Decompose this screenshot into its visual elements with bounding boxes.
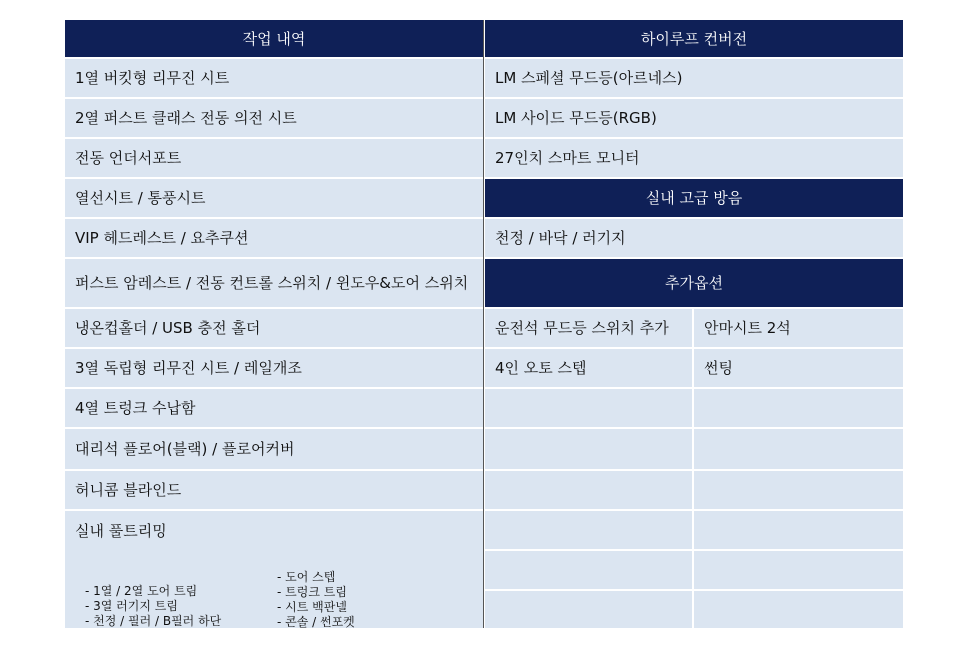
trim-item: - 트렁크 트림 (277, 585, 347, 599)
left-row: 퍼스트 암레스트 / 전동 컨트롤 스위치 / 윈도우&도어 스위치 (65, 259, 483, 307)
left-row: 4열 트렁크 수납함 (65, 389, 483, 427)
empty-cell (485, 429, 692, 469)
option-cell: 안마시트 2석 (694, 309, 903, 347)
right-row: LM 사이드 무드등(RGB) (485, 99, 903, 137)
left-row: 2열 퍼스트 클래스 전동 의전 시트 (65, 99, 483, 137)
left-row: 전동 언더서포트 (65, 139, 483, 177)
trim-list-left (85, 584, 221, 629)
options-header: 추가옵션 (485, 259, 903, 307)
right-header: 하이루프 컨버전 (485, 20, 903, 57)
empty-cell (694, 591, 903, 628)
empty-cell (485, 511, 692, 549)
option-cell: 4인 오토 스텝 (485, 349, 692, 387)
option-cell: 썬팅 (694, 349, 903, 387)
left-row: 1열 버킷형 리무진 시트 (65, 59, 483, 97)
trim-item: - 콘솔 / 썬포켓 (277, 615, 355, 629)
left-row: 냉온컵홀더 / USB 충전 홀더 (65, 309, 483, 347)
trim-cell (65, 511, 483, 628)
empty-cell (485, 389, 692, 427)
interior-row: 천정 / 바닥 / 러기지 (485, 219, 903, 257)
left-row: 대리석 플로어(블랙) / 플로어커버 (65, 429, 483, 469)
empty-cell (694, 429, 903, 469)
trim-item: - 1열 / 2열 도어 트림 (85, 584, 198, 598)
empty-cell (694, 471, 903, 509)
right-row: 27인치 스마트 모니터 (485, 139, 903, 177)
empty-cell (485, 551, 692, 589)
trim-item: - 도어 스텝 (277, 570, 336, 584)
option-cell: 운전석 무드등 스위치 추가 (485, 309, 692, 347)
left-row: VIP 헤드레스트 / 요추쿠션 (65, 219, 483, 257)
left-row: 허니콤 블라인드 (65, 471, 483, 509)
trim-list-right (277, 570, 355, 630)
empty-cell (485, 471, 692, 509)
left-row: 3열 독립형 리무진 시트 / 레일개조 (65, 349, 483, 387)
column-divider (483, 20, 484, 628)
empty-cell (694, 389, 903, 427)
work-table (65, 20, 903, 628)
left-row: 열선시트 / 통풍시트 (65, 179, 483, 217)
empty-cell (694, 511, 903, 549)
trim-item: - 천정 / 필러 / B필러 하단 (85, 614, 222, 628)
trim-item: - 3열 러기지 트림 (85, 599, 178, 613)
trim-title: 실내 풀트리밍 (75, 522, 167, 540)
right-row: LM 스페셜 무드등(아르네스) (485, 59, 903, 97)
empty-cell (694, 551, 903, 589)
empty-cell (485, 591, 692, 628)
trim-item: - 시트 백판넬 (277, 600, 347, 614)
left-header: 작업 내역 (65, 20, 483, 57)
interior-header: 실내 고급 방음 (485, 179, 903, 217)
